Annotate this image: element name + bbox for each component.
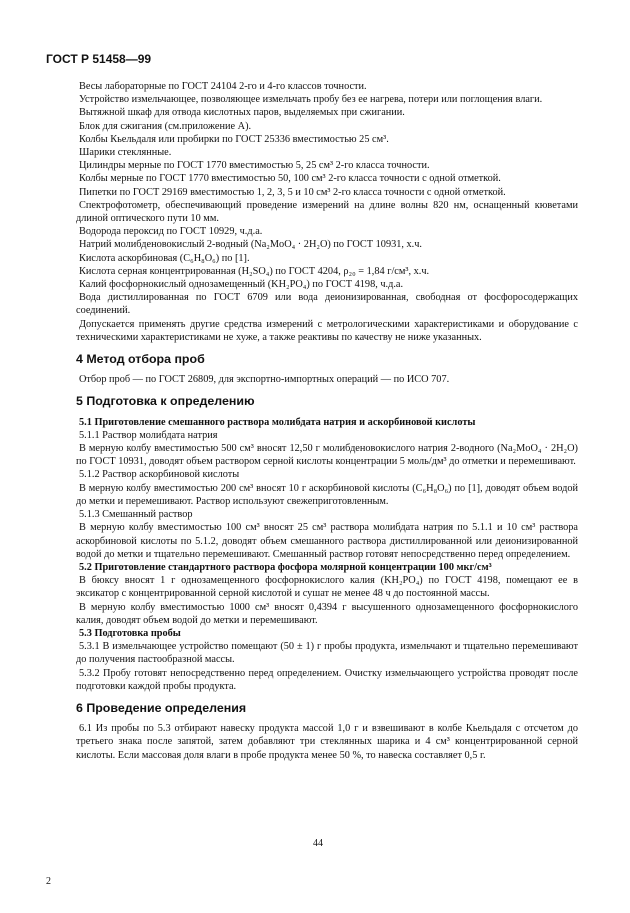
list-item: Допускается применять другие средства измерений с метрологическими характеристиками и оборудование с техническими характеристиками не хуже, а также реактивы по качеству не ниже указанных.: [76, 318, 578, 343]
list-item: Пипетки по ГОСТ 29169 вместимостью 1, 2, 3, 5 и 10 см³ 2-го класса точности с одной отметкой.: [79, 186, 506, 198]
list-item: Колбы мерные по ГОСТ 1770 вместимостью 50, 100 см³ 2-го класса точности с одной отметкой.: [79, 173, 501, 185]
subsection-5-3-1-text: 5.3.1 В измельчающее устройство помещают (50 ± 1) г пробы продукта, измельчают и тщательно перемешивают до получения пастообразной массы.: [76, 641, 578, 666]
document-body: [76, 80, 578, 762]
subsection-6-1-text: 6.1 Из пробы по 5.3 отбирают навеску продукта массой 1,0 г и взвешивают в колбе Кьельдаля с отсчетом до третьего знака после запятой, затем добавляют три стеклянных шарика и 4 см³ концентрированной серной кислоты. Если массовая доля влаги в пробе продукта менее 50 %, то навеска составляет 0,5 г.: [76, 723, 578, 761]
list-item: Вытяжной шкаф для отвода кислотных паров, выделяемых при сжигании.: [79, 107, 405, 119]
list-item: Устройство измельчающее, позволяющее измельчать пробу без ее нагрева, потери или поглощения влаги.: [79, 94, 543, 106]
page-header: ГОСТ Р 51458—99: [46, 52, 152, 66]
list-item: Шарики стеклянные.: [79, 147, 172, 159]
list-item: Водорода пероксид по ГОСТ 10929, ч.д.а.: [79, 226, 263, 238]
list-item: Блок для сжигания (см.приложение А).: [79, 120, 252, 132]
subsection-5-1-2-title: 5.1.2 Раствор аскорбиновой кислоты: [79, 469, 240, 481]
section-4-text: Отбор проб — по ГОСТ 26809, для экспортно-импортных операций — по ИСО 707.: [79, 374, 450, 386]
subsection-5-1-3-title: 5.1.3 Смешанный раствор: [79, 509, 193, 521]
page-number-center: 44: [313, 838, 323, 849]
list-item: Натрий молибденовокислый 2-водный (Na₂MoO₄ · 2H₂O) по ГОСТ 10931, х.ч.: [79, 239, 423, 251]
subsection-5-1-1-text: В мерную колбу вместимостью 500 см³ вносят 12,50 г молибденовокислого натрия 2-водного (Na₂MoO₄ · 2H₂O) по ГОСТ 10931, доводят объем раствором серной кислоты концентрации 5 моль/дм³ до отметки и перемешивают.: [76, 443, 578, 468]
subsection-5-3-title: 5.3 Подготовка пробы: [79, 627, 181, 639]
subsection-5-1-1-title: 5.1.1 Раствор молибдата натрия: [79, 429, 218, 441]
section-5-title: 5 Подготовка к определению: [76, 394, 255, 409]
list-item: Цилиндры мерные по ГОСТ 1770 вместимостью 5, 25 см³ 2-го класса точности.: [79, 160, 430, 172]
list-item: Кислота аскорбиновая (C₆H₈O₆) по [1].: [79, 252, 250, 264]
list-item: Весы лабораторные по ГОСТ 24104 2-го и 4-го классов точности.: [79, 81, 367, 92]
subsection-5-2-text-1: В бюксу вносят 1 г однозамещенного фосфорнокислого калия (KH₂PO₄) по ГОСТ 4198, помещают ее в эксикатор с концентрированной серной кислотой и сушат не менее 48 ч до постоянной массы.: [76, 575, 578, 600]
subsection-5-2-text-2: В мерную колбу вместимостью 1000 см³ вносят 0,4394 г высушенного однозамещенного фосфорнокислого калия, доводят объем водой до метки и перемешивают.: [76, 601, 578, 626]
section-6-title: 6 Проведение определения: [76, 700, 247, 715]
page-number-left: 2: [46, 876, 51, 887]
list-item: Спектрофотометр, обеспечивающий проведение измерений на длине волны 820 нм, оснащенный кюветами длиной оптического пути 10 мм.: [76, 199, 578, 225]
list-item: Вода дистиллированная по ГОСТ 6709 или вода деионизированная, свободная от фосфоросодержащих соединений.: [76, 292, 578, 317]
list-item: Кислота серная концентрированная (H₂SO₄) по ГОСТ 4204, ρ₂₀ = 1,84 г/см³, х.ч.: [79, 265, 430, 277]
subsection-5-2-title: 5.2 Приготовление стандартного раствора фосфора молярной концентрации 100 мкг/см³: [79, 561, 492, 573]
subsection-5-1-2-text: В мерную колбу вместимостью 200 см³ вносят 10 г аскорбиновой кислоты (C₆H₈O₆) по [1], доводят объем водой до метки и перемешивают. Раствор используют свежеприготовленным.: [76, 482, 578, 507]
subsection-5-3-2-text: 5.3.2 Пробу готовят непосредственно перед определением. Очистку измельчающего устройства проводят после подготовки каждой пробы продукта.: [76, 667, 578, 692]
section-4-title: 4 Метод отбора проб: [76, 352, 205, 367]
list-item: Калий фосфорнокислый однозамещенный (KH₂PO₄) по ГОСТ 4198, ч.д.а.: [79, 279, 404, 291]
list-item: Колбы Кьельдаля или пробирки по ГОСТ 25336 вместимостью 25 см³.: [79, 133, 389, 145]
subsection-5-1-title: 5.1 Приготовление смешанного раствора молибдата натрия и аскорбиновой кислоты: [79, 416, 476, 428]
subsection-5-1-3-text: В мерную колбу вместимостью 100 см³ вносят 25 см³ раствора молибдата натрия по 5.1.1 и 10 см³ раствора аскорбиновой кислоты по 5.1.2, доводят объем смешанного раствора дистиллированной или деионизированной водой до метки и тщательно перемешивают. Смешанный раствор готовят непосредственно перед определением.: [76, 522, 578, 560]
